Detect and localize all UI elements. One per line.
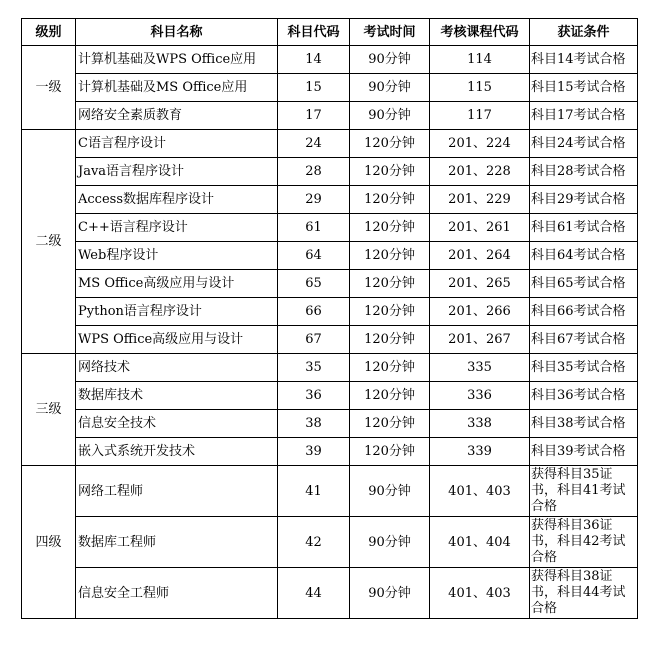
level-cell: 四级 bbox=[22, 466, 76, 619]
exam-time-cell: 120分钟 bbox=[350, 186, 430, 214]
course-code-cell: 117 bbox=[430, 102, 530, 130]
course-code-cell: 401、403 bbox=[430, 568, 530, 619]
subject-name-cell: 计算机基础及WPS Office应用 bbox=[76, 46, 278, 74]
table-row bbox=[22, 568, 638, 619]
course-code-cell: 201、229 bbox=[430, 186, 530, 214]
table-row bbox=[22, 326, 638, 354]
subject-name-cell: C++语言程序设计 bbox=[76, 214, 278, 242]
course-code-cell: 201、261 bbox=[430, 214, 530, 242]
exam-time-cell: 120分钟 bbox=[350, 242, 430, 270]
subject-code-cell: 39 bbox=[278, 438, 350, 466]
table-row bbox=[22, 46, 638, 74]
table-row bbox=[22, 158, 638, 186]
certificate-condition-cell: 科目36考试合格 bbox=[530, 382, 638, 410]
certificate-condition-cell: 科目65考试合格 bbox=[530, 270, 638, 298]
header-subject-name: 科目名称 bbox=[76, 19, 278, 46]
subject-name-cell: 数据库技术 bbox=[76, 382, 278, 410]
exam-time-cell: 120分钟 bbox=[350, 354, 430, 382]
course-code-cell: 401、403 bbox=[430, 466, 530, 517]
exam-table-container bbox=[21, 18, 638, 619]
level-cell: 三级 bbox=[22, 354, 76, 466]
exam-time-cell: 120分钟 bbox=[350, 270, 430, 298]
course-code-cell: 335 bbox=[430, 354, 530, 382]
table-row bbox=[22, 517, 638, 568]
subject-name-cell: C语言程序设计 bbox=[76, 130, 278, 158]
subject-code-cell: 42 bbox=[278, 517, 350, 568]
course-code-cell: 201、228 bbox=[430, 158, 530, 186]
certificate-condition-cell: 获得科目36证书，科目42考试合格 bbox=[530, 517, 638, 568]
exam-time-cell: 90分钟 bbox=[350, 568, 430, 619]
exam-time-cell: 90分钟 bbox=[350, 102, 430, 130]
subject-name-cell: 数据库工程师 bbox=[76, 517, 278, 568]
header-course-code: 考核课程代码 bbox=[430, 19, 530, 46]
subject-name-cell: 网络工程师 bbox=[76, 466, 278, 517]
table-row bbox=[22, 270, 638, 298]
course-code-cell: 201、266 bbox=[430, 298, 530, 326]
certificate-condition-cell: 科目15考试合格 bbox=[530, 74, 638, 102]
level-cell: 二级 bbox=[22, 130, 76, 354]
exam-time-cell: 90分钟 bbox=[350, 517, 430, 568]
subject-code-cell: 44 bbox=[278, 568, 350, 619]
certificate-condition-cell: 获得科目35证书，科目41考试合格 bbox=[530, 466, 638, 517]
table-row bbox=[22, 214, 638, 242]
course-code-cell: 201、224 bbox=[430, 130, 530, 158]
table-row bbox=[22, 382, 638, 410]
header-level: 级别 bbox=[22, 19, 76, 46]
exam-time-cell: 120分钟 bbox=[350, 438, 430, 466]
course-code-cell: 201、265 bbox=[430, 270, 530, 298]
certificate-condition-cell: 科目24考试合格 bbox=[530, 130, 638, 158]
header-certificate-condition: 获证条件 bbox=[530, 19, 638, 46]
subject-code-cell: 28 bbox=[278, 158, 350, 186]
exam-time-cell: 120分钟 bbox=[350, 130, 430, 158]
certificate-condition-cell: 科目66考试合格 bbox=[530, 298, 638, 326]
table-row bbox=[22, 130, 638, 158]
exam-time-cell: 90分钟 bbox=[350, 466, 430, 517]
course-code-cell: 336 bbox=[430, 382, 530, 410]
subject-name-cell: 计算机基础及MS Office应用 bbox=[76, 74, 278, 102]
header-subject-code: 科目代码 bbox=[278, 19, 350, 46]
table-header bbox=[22, 19, 638, 46]
subject-code-cell: 17 bbox=[278, 102, 350, 130]
table-row bbox=[22, 298, 638, 326]
subject-code-cell: 67 bbox=[278, 326, 350, 354]
exam-time-cell: 90分钟 bbox=[350, 46, 430, 74]
exam-time-cell: 120分钟 bbox=[350, 214, 430, 242]
table-row bbox=[22, 354, 638, 382]
subject-name-cell: 网络安全素质教育 bbox=[76, 102, 278, 130]
table-row bbox=[22, 438, 638, 466]
exam-time-cell: 120分钟 bbox=[350, 158, 430, 186]
course-code-cell: 401、404 bbox=[430, 517, 530, 568]
course-code-cell: 201、264 bbox=[430, 242, 530, 270]
exam-subjects-table bbox=[21, 18, 638, 619]
certificate-condition-cell: 科目38考试合格 bbox=[530, 410, 638, 438]
certificate-condition-cell: 科目61考试合格 bbox=[530, 214, 638, 242]
subject-code-cell: 64 bbox=[278, 242, 350, 270]
header-exam-time: 考试时间 bbox=[350, 19, 430, 46]
exam-time-cell: 90分钟 bbox=[350, 74, 430, 102]
subject-name-cell: Java语言程序设计 bbox=[76, 158, 278, 186]
subject-name-cell: 信息安全技术 bbox=[76, 410, 278, 438]
course-code-cell: 115 bbox=[430, 74, 530, 102]
exam-time-cell: 120分钟 bbox=[350, 298, 430, 326]
certificate-condition-cell: 获得科目38证书，科目44考试合格 bbox=[530, 568, 638, 619]
table-row bbox=[22, 186, 638, 214]
course-code-cell: 201、267 bbox=[430, 326, 530, 354]
subject-code-cell: 29 bbox=[278, 186, 350, 214]
certificate-condition-cell: 科目29考试合格 bbox=[530, 186, 638, 214]
subject-name-cell: Python语言程序设计 bbox=[76, 298, 278, 326]
certificate-condition-cell: 科目67考试合格 bbox=[530, 326, 638, 354]
table-row bbox=[22, 102, 638, 130]
table-row bbox=[22, 74, 638, 102]
subject-code-cell: 36 bbox=[278, 382, 350, 410]
subject-code-cell: 35 bbox=[278, 354, 350, 382]
subject-name-cell: 信息安全工程师 bbox=[76, 568, 278, 619]
subject-code-cell: 65 bbox=[278, 270, 350, 298]
certificate-condition-cell: 科目64考试合格 bbox=[530, 242, 638, 270]
subject-code-cell: 66 bbox=[278, 298, 350, 326]
level-cell: 一级 bbox=[22, 46, 76, 130]
subject-code-cell: 61 bbox=[278, 214, 350, 242]
exam-time-cell: 120分钟 bbox=[350, 410, 430, 438]
course-code-cell: 339 bbox=[430, 438, 530, 466]
exam-time-cell: 120分钟 bbox=[350, 382, 430, 410]
course-code-cell: 114 bbox=[430, 46, 530, 74]
subject-code-cell: 15 bbox=[278, 74, 350, 102]
subject-name-cell: 嵌入式系统开发技术 bbox=[76, 438, 278, 466]
certificate-condition-cell: 科目14考试合格 bbox=[530, 46, 638, 74]
subject-name-cell: 网络技术 bbox=[76, 354, 278, 382]
subject-name-cell: WPS Office高级应用与设计 bbox=[76, 326, 278, 354]
subject-name-cell: MS Office高级应用与设计 bbox=[76, 270, 278, 298]
exam-time-cell: 120分钟 bbox=[350, 326, 430, 354]
table-row bbox=[22, 410, 638, 438]
header-row bbox=[22, 19, 638, 46]
course-code-cell: 338 bbox=[430, 410, 530, 438]
certificate-condition-cell: 科目17考试合格 bbox=[530, 102, 638, 130]
subject-name-cell: Access数据库程序设计 bbox=[76, 186, 278, 214]
subject-code-cell: 38 bbox=[278, 410, 350, 438]
table-body bbox=[22, 46, 638, 619]
certificate-condition-cell: 科目28考试合格 bbox=[530, 158, 638, 186]
subject-code-cell: 24 bbox=[278, 130, 350, 158]
table-row bbox=[22, 242, 638, 270]
certificate-condition-cell: 科目39考试合格 bbox=[530, 438, 638, 466]
subject-code-cell: 41 bbox=[278, 466, 350, 517]
table-row bbox=[22, 466, 638, 517]
subject-code-cell: 14 bbox=[278, 46, 350, 74]
certificate-condition-cell: 科目35考试合格 bbox=[530, 354, 638, 382]
subject-name-cell: Web程序设计 bbox=[76, 242, 278, 270]
